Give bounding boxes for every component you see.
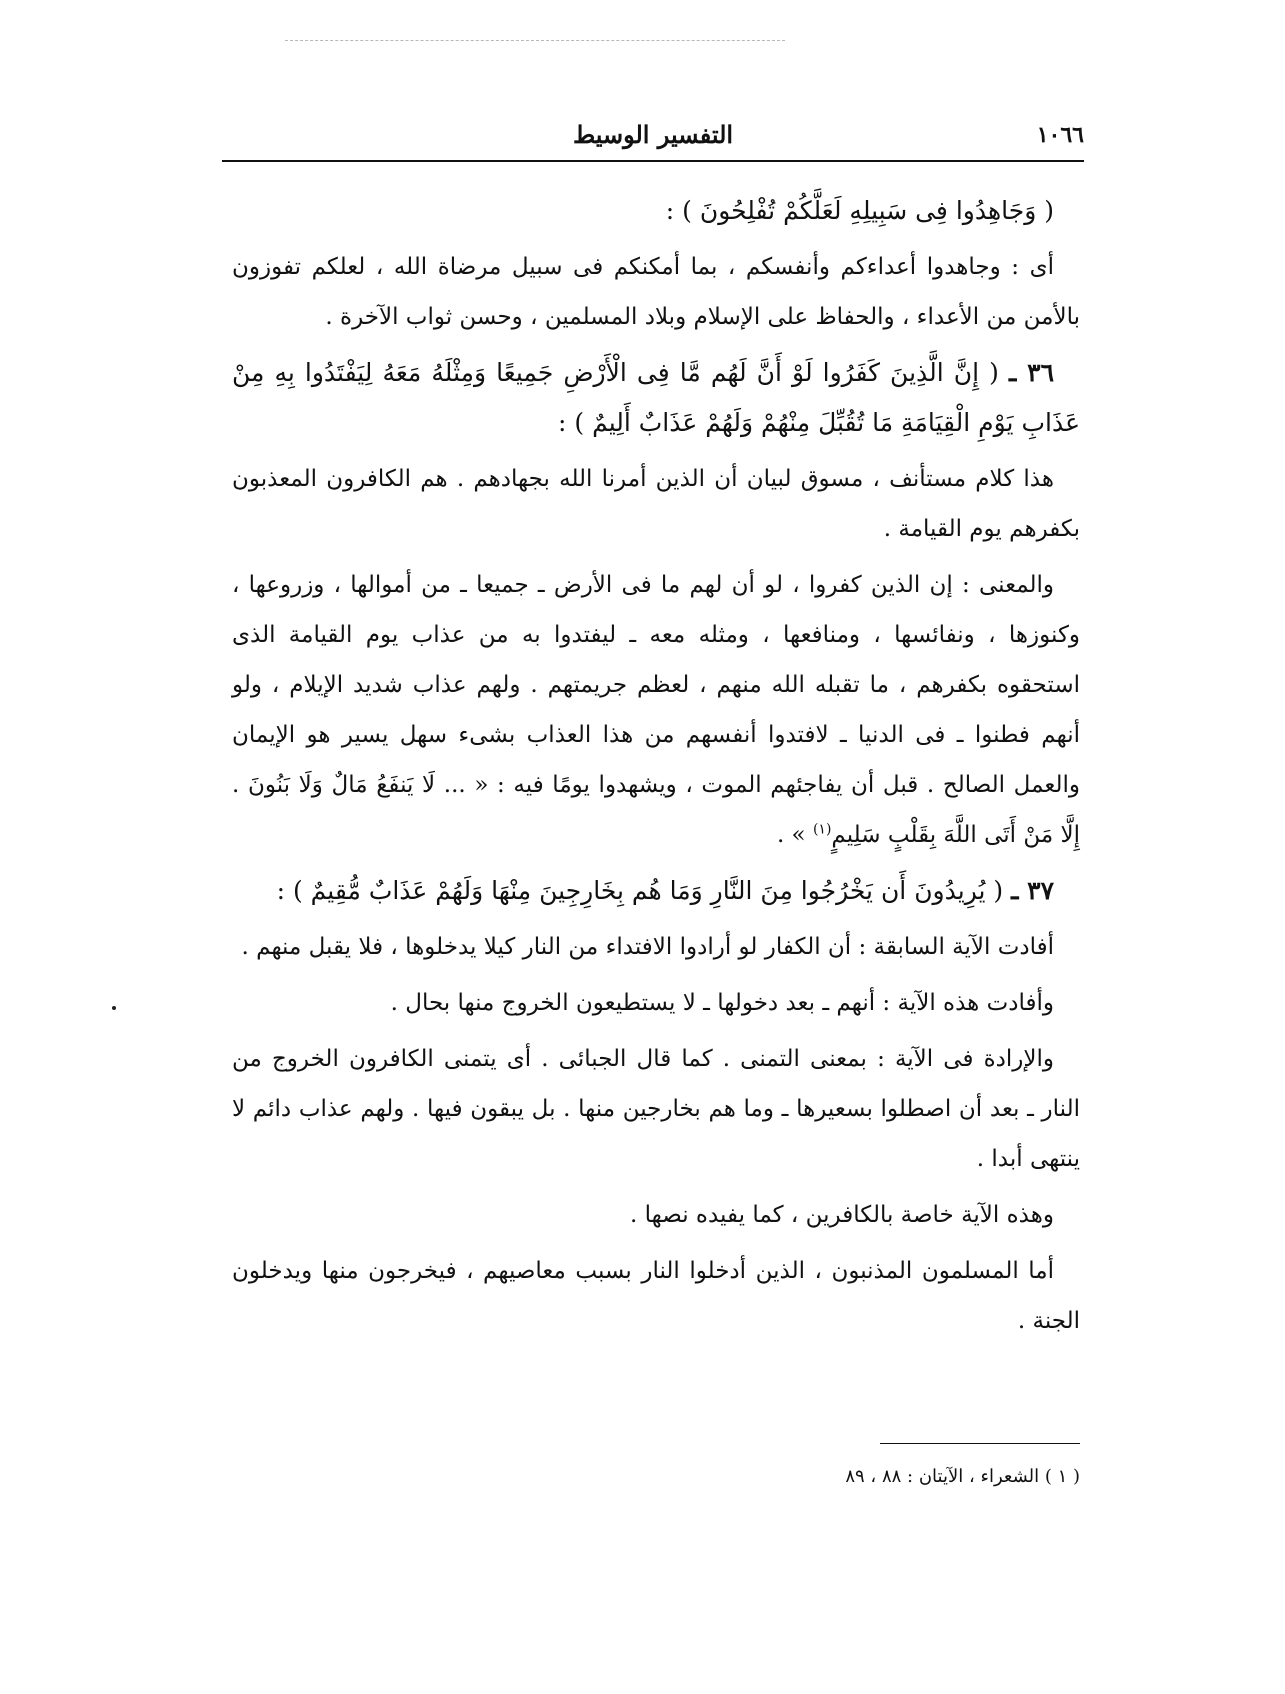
paragraph-3 xyxy=(232,560,1080,860)
footnote-reference: (١) xyxy=(812,821,832,838)
verse-37-number: ٣٧ ـ xyxy=(1011,876,1054,905)
running-title: التفسير الوسيط xyxy=(572,120,734,149)
verse-36-number: ٣٦ ـ xyxy=(1009,358,1055,387)
verse-36 xyxy=(232,348,1080,448)
scan-artifact-line xyxy=(285,40,785,41)
paragraph-8: أما المسلمون المذنبون ، الذين أدخلوا النار بسبب معاصيهم ، فيخرجون منها ويدخلون الجنة . xyxy=(232,1258,1080,1334)
verse-37 xyxy=(232,866,1080,916)
page-number: ١٠٦٦ xyxy=(1036,122,1084,148)
page-body xyxy=(232,186,1080,1352)
verse-37-text: ( يُرِيدُونَ أَن يَخْرُجُوا مِنَ النَّارِ وَمَا هُم بِخَارِجِينَ مِنْهَا وَلَهُمْ عَذَابٌ مُّقِيمٌ ) : xyxy=(276,876,1004,905)
verse-36-text: ( إِنَّ الَّذِينَ كَفَرُوا لَوْ أَنَّ لَهُم مَّا فِى الْأَرْضِ جَمِيعًا وَمِثْلَهُ مَعَهُ لِيَفْتَدُوا بِهِ مِنْ عَذَابِ يَوْمِ الْقِيَامَةِ مَا تُقُبِّلَ مِنْهُمْ وَلَهُمْ عَذَابٌ أَلِيمٌ ) : xyxy=(232,358,1080,437)
footnote-rule xyxy=(880,1443,1080,1444)
paragraph-5: وأفادت هذه الآية : أنهم ـ بعد دخولها ـ لا يستطيعون الخروج منها بحال . xyxy=(390,990,1054,1016)
paragraph-4: أفادت الآية السابقة : أن الكفار لو أرادوا الافتداء من النار كيلا يدخلوها ، فلا يقبل منهم . xyxy=(241,934,1054,960)
paragraph-1: أى : وجاهدوا أعداءكم وأنفسكم ، بما أمكنكم فى سبيل مرضاة الله ، لعلكم تفوزون بالأمن من الأعداء ، والحفاظ على الإسلام وبلاد المسلمين ، وحسن ثواب الآخرة . xyxy=(232,254,1080,330)
paragraph-3-text: والمعنى : إن الذين كفروا ، لو أن لهم ما فى الأرض ـ جميعا ـ من أموالها ، وزروعها ، وكنوزها ، ونفائسها ، ومنافعها ، ومثله معه ـ ليفتدوا به من عذاب يوم القيامة الذى استحقوه بكفرهم ، ما تقبله الله منهم ، لعظم جريمتهم . ولهم عذاب شديد الإيلام ، ولو أنهم فطنوا ـ فى الدنيا ـ لافتدوا أنفسهم من هذا العذاب بشىء سهل يسير هو الإيمان والعمل الصالح . قبل أن يفاجئهم الموت ، ويشهدوا يومًا فيه : « ... لَا يَنفَعُ مَالٌ وَلَا بَنُونَ . إِلَّا مَنْ أَتَى اللَّهَ بِقَلْبٍ سَلِيمٍ xyxy=(232,572,1080,848)
paragraph-3-end: » . xyxy=(776,822,813,848)
scan-speck xyxy=(112,1006,116,1010)
paragraph-7: وهذه الآية خاصة بالكافرين ، كما يفيده نصها . xyxy=(630,1202,1054,1228)
footnote: ( ١ ) الشعراء ، الآيتان : ٨٨ ، ٨٩ xyxy=(845,1466,1080,1487)
paragraph-6: والإرادة فى الآية : بمعنى التمنى . كما قال الجبائى . أى يتمنى الكافرون الخروج من النار ـ بعد أن اصطلوا بسعيرها ـ وما هم بخارجين منها . بل يبقون فيها . ولهم عذاب دائم لا ينتهى أبدا . xyxy=(232,1046,1080,1172)
header-rule xyxy=(222,160,1084,162)
page-header xyxy=(222,112,1084,158)
verse-35-tail: ( وَجَاهِدُوا فِى سَبِيلِهِ لَعَلَّكُمْ تُفْلِحُونَ ) : xyxy=(665,196,1054,225)
paragraph-2: هذا كلام مستأنف ، مسوق لبيان أن الذين أمرنا الله بجهادهم . هم الكافرون المعذبون بكفرهم يوم القيامة . xyxy=(232,466,1080,542)
